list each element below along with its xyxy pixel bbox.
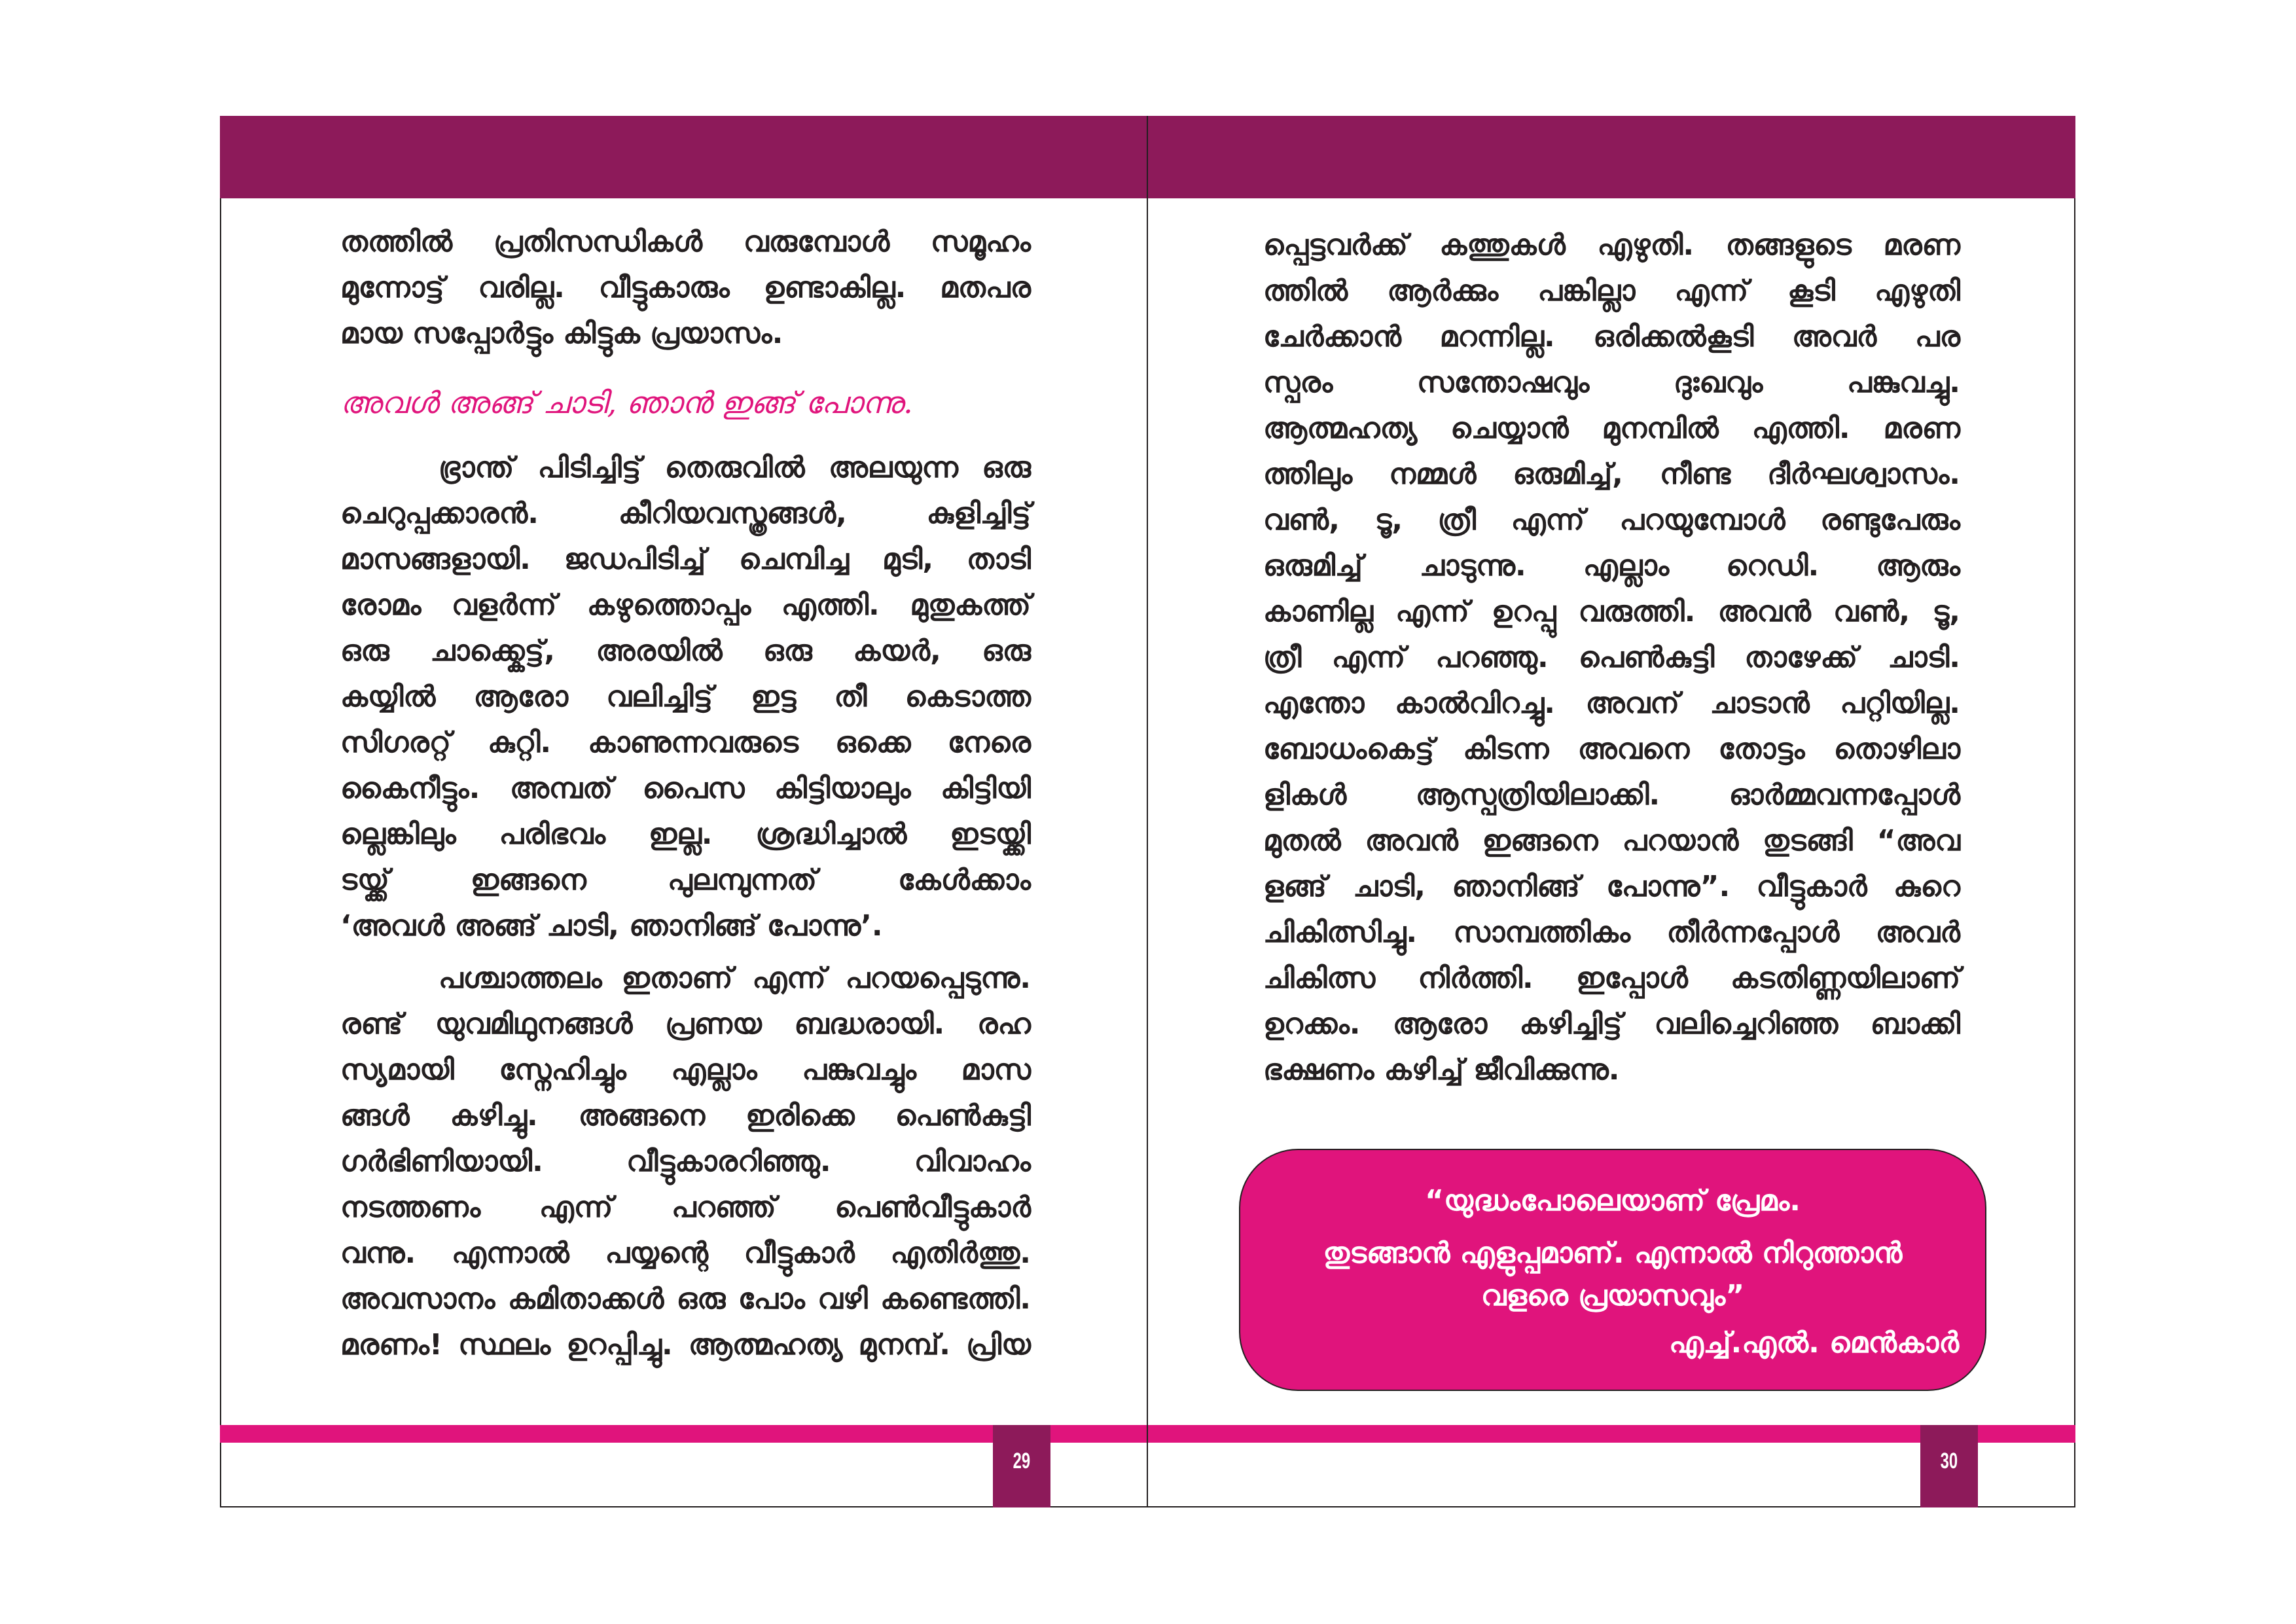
text-line: മുന്നോട്ട് വരില്ല. വീട്ടുകാരും ഉണ്ടാകില്ല. മതപര [340, 271, 1031, 304]
text-line: പശ്ചാത്തലം ഇതാണ് എന്ന് പറയപ്പെടുന്നു. [439, 962, 1031, 995]
text-line: നടത്തണം എന്ന് പറഞ്ഞ് പെൺവീട്ടുകാർ [340, 1191, 1031, 1224]
quote-line: “യുദ്ധംപോലെയാണ് പ്രേമം. [1425, 1184, 1801, 1218]
text-line: ചികിത്സ നിർത്തി. ഇപ്പോൾ കടതിണ്ണയിലാണ് [1263, 962, 1960, 995]
text-line: തത്തിൽ പ്രതിസന്ധികൾ വരുമ്പോൾ സമൂഹം [340, 225, 1031, 259]
center-fold [1147, 116, 1148, 1507]
text-line: രണ്ട് യുവമിഥുനങ്ങൾ പ്രണയ ബദ്ധരായി. രഹ [340, 1007, 1031, 1041]
text-line: വൺ, ടൂ, ത്രീ എന്ന് പറയുമ്പോൾ രണ്ടുപേരും [1263, 503, 1960, 537]
text-line: ത്തിൽ ആർക്കും പങ്കില്ലാ എന്ന് കൂടി എഴുതി [1263, 274, 1960, 308]
text-line: അവസാനം കമിതാക്കൾ ഒരു പോം വഴി കണ്ടെത്തി. [340, 1282, 1031, 1316]
text-line: ഒരു ചാക്ക്കെട്ട്, അരയിൽ ഒരു കയർ, ഒരു [340, 634, 1031, 668]
quote-box [1239, 1149, 1986, 1391]
text-line: ബോധംകെട്ട് കിടന്ന അവനെ തോട്ടം തൊഴിലാ [1263, 732, 1960, 766]
text-line: ല്ലെങ്കിലും പരിഭവം ഇല്ല. ശ്രദ്ധിച്ചാൽ ഇടയ്ക്കി [340, 818, 1031, 851]
text-line: ളങ്ങ് ചാടി, ഞാനിങ്ങ് പോന്നു”. വീട്ടുകാർ കുറെ [1263, 870, 1960, 903]
text-line: ത്തിലും നമ്മൾ ഒരുമിച്ച്, നീണ്ട ദീർഘശ്വാസം. [1263, 458, 1960, 491]
quote-line: വളരെ പ്രയാസവും” [1480, 1279, 1745, 1312]
text-line: ത്രീ എന്ന് പറഞ്ഞു. പെൺകുട്ടി താഴേക്ക് ചാടി. [1263, 641, 1960, 674]
text-line: ‘അവൾ അങ്ങ് ചാടി, ഞാനിങ്ങ് പോന്നു’. [340, 909, 883, 943]
quote-attribution: എച്ച്.എൽ. മെൻകാർ [1668, 1326, 1959, 1360]
page-number-text: 29 [1013, 1449, 1031, 1473]
text-line: ഭക്ഷണം കഴിച്ച് ജീവിക്കുന്നു. [1263, 1053, 1620, 1087]
text-line: സിഗരറ്റ് കുറ്റി. കാണുന്നവരുടെ ഒക്കെ നേരെ [340, 726, 1031, 759]
text-line: ഉറക്കം. ആരോ കഴിച്ചിട്ട് വലിച്ചെറിഞ്ഞ ബാക്കി [1263, 1007, 1960, 1041]
text-line: കാണില്ല എന്ന് ഉറപ്പു വരുത്തി. അവൻ വൺ, ടൂ, [1263, 595, 1960, 628]
text-line: ചെറുപ്പക്കാരൻ. കീറിയവസ്ത്രങ്ങൾ, കുളിച്ചിട്ട് [340, 497, 1031, 530]
text-line: ചികിത്സിച്ചു. സാമ്പത്തികം തീർന്നപ്പോൾ അവർ [1263, 916, 1960, 949]
text-line: മരണം! സ്ഥലം ഉറപ്പിച്ചു. ആത്മഹത്യ മുനമ്പ്. പ്രിയ [340, 1328, 1031, 1362]
text-line: മാസങ്ങളായി. ജഡപിടിച്ച് ചെമ്പിച്ച മുടി, താടി [340, 543, 1031, 576]
text-line: ഒരുമിച്ച് ചാടുന്നു. എല്ലാം റെഡി. ആരും [1263, 549, 1960, 583]
page-number-right [1920, 1425, 1978, 1507]
text-line: ചേർക്കാൻ മറന്നില്ല. ഒരിക്കൽകൂടി അവർ പര [1263, 320, 1960, 353]
text-line: ങ്ങൾ കഴിച്ചു. അങ്ങനെ ഇരിക്കെ പെൺകുട്ടി [340, 1099, 1031, 1132]
text-line: രോമം വളർന്ന് കഴുത്തൊപ്പം എത്തി. മുതുകത്ത് [340, 588, 1031, 622]
page-number-text: 30 [1940, 1449, 1958, 1473]
page-number-left [993, 1425, 1050, 1507]
text-line: മുതൽ അവൻ ഇങ്ങനെ പറയാൻ തുടങ്ങി “അവ [1263, 824, 1960, 857]
text-line: വന്നു. എന്നാൽ പയ്യന്റെ വീട്ടുകാർ എതിർത്തു. [340, 1236, 1031, 1270]
text-line: സ്പരം സന്തോഷവും ദുഃഖവും പങ്കുവച്ചു. [1263, 366, 1960, 399]
text-line: ആത്മഹത്യ ചെയ്യാൻ മുനമ്പിൽ എത്തി. മരണ [1263, 412, 1960, 445]
text-line: ഗർഭിണിയായി. വീട്ടുകാരറിഞ്ഞു. വിവാഹം [340, 1145, 1031, 1178]
text-line: സ്യമായി സ്നേഹിച്ചും എല്ലാം പങ്കുവച്ചും മാസ [340, 1053, 1031, 1087]
text-line: കൈനീട്ടും. അമ്പത് പൈസ കിട്ടിയാലും കിട്ടിയി [340, 772, 1031, 805]
text-line: പ്പെട്ടവർക്ക് കത്തുകൾ എഴുതി. തങ്ങളുടെ മരണ [1263, 228, 1960, 262]
text-line: ടയ്ക്ക് ഇങ്ങനെ പുലമ്പുന്നത് കേൾക്കാം [340, 863, 1031, 897]
text-line: എന്തോ കാൽവിറച്ചു. അവന് ചാടാൻ പറ്റിയില്ല. [1263, 687, 1960, 720]
text-line: മായ സപ്പോർട്ടും കിട്ടുക പ്രയാസം. [340, 317, 783, 350]
section-heading: അവൾ അങ്ങ് ചാടി, ഞാൻ ഇങ്ങ് പോന്നു. [340, 385, 913, 420]
text-line: ഭ്രാന്ത് പിടിച്ചിട്ട് തെരുവിൽ അലയുന്ന ഒരു [439, 451, 1031, 484]
text-line: ളികൾ ആസ്പത്രിയിലാക്കി. ഓർമ്മവന്നപ്പോൾ [1263, 778, 1960, 812]
quote-line: തുടങ്ങാൻ എളുപ്പമാണ്. എന്നാൽ നിറുത്താൻ [1323, 1236, 1903, 1270]
text-line: കയ്യിൽ ആരോ വലിച്ചിട്ട് ഇട്ട തീ കെടാത്ത [340, 680, 1031, 713]
